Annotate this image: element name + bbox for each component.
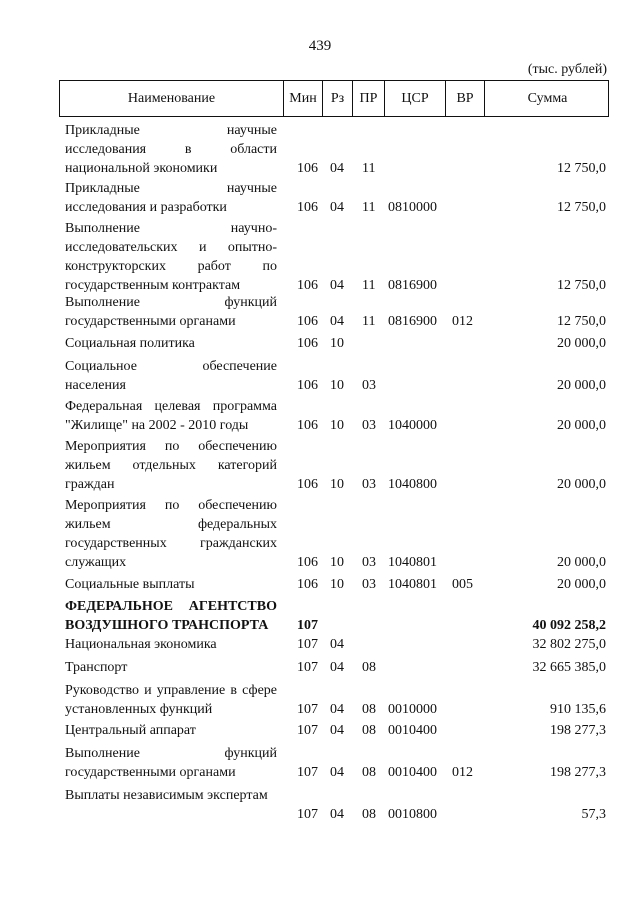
row-name: Выполнение научно-исследовательских и опытно-конструкторских работ по государственным контрактам bbox=[65, 221, 277, 293]
row-csr: 0010400 bbox=[388, 723, 437, 738]
row-rz: 04 bbox=[330, 807, 344, 822]
row-vr: 005 bbox=[452, 577, 473, 592]
row-rz: 10 bbox=[330, 418, 344, 433]
row-rz: 04 bbox=[330, 200, 344, 215]
table-row bbox=[0, 179, 640, 217]
row-pr: 03 bbox=[362, 555, 376, 570]
header-sum: Сумма bbox=[484, 81, 610, 116]
row-name: Прикладные научные исследования в области национальной экономики bbox=[65, 123, 277, 176]
table-row bbox=[0, 334, 640, 353]
row-name: Социальные выплаты bbox=[65, 577, 195, 592]
row-rz: 04 bbox=[330, 723, 344, 738]
row-name: Выполнение функций государственными органами bbox=[65, 746, 277, 780]
row-pr: 11 bbox=[362, 161, 376, 176]
row-pr: 08 bbox=[362, 723, 376, 738]
row-min: 107 bbox=[297, 723, 318, 738]
row-min: 106 bbox=[297, 336, 318, 351]
row-sum: 57,3 bbox=[581, 807, 606, 822]
header-min: Мин bbox=[283, 81, 322, 116]
row-sum: 12 750,0 bbox=[557, 314, 606, 329]
row-sum: 32 665 385,0 bbox=[532, 660, 606, 675]
row-rz: 10 bbox=[330, 336, 344, 351]
table-row bbox=[0, 658, 640, 677]
row-csr: 0010400 bbox=[388, 765, 437, 780]
table-row bbox=[0, 681, 640, 719]
row-rz: 10 bbox=[330, 555, 344, 570]
row-csr: 0010800 bbox=[388, 807, 437, 822]
row-sum: 198 277,3 bbox=[550, 723, 606, 738]
table-row bbox=[0, 437, 640, 494]
row-name: Социальная политика bbox=[65, 336, 195, 351]
row-csr: 1040000 bbox=[388, 418, 437, 433]
row-csr: 1040801 bbox=[388, 555, 437, 570]
row-name: Прикладные научные исследования и разработки bbox=[65, 181, 277, 215]
row-min: 106 bbox=[297, 477, 318, 492]
table-row bbox=[0, 635, 640, 654]
row-name: Транспорт bbox=[65, 660, 128, 675]
page-number: 439 bbox=[308, 38, 332, 54]
row-name: Мероприятия по обеспечению жильем отдельных категорий граждан bbox=[65, 439, 277, 492]
row-pr: 08 bbox=[362, 702, 376, 717]
row-vr: 012 bbox=[452, 314, 473, 329]
row-sum: 20 000,0 bbox=[557, 418, 606, 433]
row-rz: 10 bbox=[330, 477, 344, 492]
row-min: 106 bbox=[297, 577, 318, 592]
row-min: 106 bbox=[297, 161, 318, 176]
row-pr: 08 bbox=[362, 807, 376, 822]
row-csr: 0816900 bbox=[388, 278, 437, 293]
table-row bbox=[0, 721, 640, 740]
row-rz: 04 bbox=[330, 314, 344, 329]
header-pr: ПР bbox=[352, 81, 384, 116]
row-min: 107 bbox=[297, 807, 318, 822]
row-min: 106 bbox=[297, 378, 318, 393]
row-pr: 03 bbox=[362, 477, 376, 492]
row-pr: 11 bbox=[362, 200, 376, 215]
row-pr: 08 bbox=[362, 660, 376, 675]
row-min: 106 bbox=[297, 418, 318, 433]
row-name: Центральный аппарат bbox=[65, 723, 196, 738]
row-pr: 03 bbox=[362, 378, 376, 393]
row-min: 106 bbox=[297, 555, 318, 570]
table-row bbox=[0, 357, 640, 395]
row-sum: 20 000,0 bbox=[557, 378, 606, 393]
row-sum: 32 802 275,0 bbox=[532, 637, 606, 652]
row-pr: 03 bbox=[362, 418, 376, 433]
row-name: ФЕДЕРАЛЬНОЕ АГЕНТСТВО ВОЗДУШНОГО ТРАНСПОРТА bbox=[65, 599, 277, 633]
row-min: 106 bbox=[297, 278, 318, 293]
row-rz: 10 bbox=[330, 378, 344, 393]
row-name: Выполнение функций государственными органами bbox=[65, 295, 277, 329]
table-row bbox=[0, 786, 640, 824]
table-row bbox=[0, 575, 640, 594]
row-sum: 12 750,0 bbox=[557, 200, 606, 215]
header-csr: ЦСР bbox=[384, 81, 445, 116]
table-row bbox=[0, 397, 640, 435]
row-rz: 04 bbox=[330, 765, 344, 780]
row-pr: 11 bbox=[362, 278, 376, 293]
table-row bbox=[0, 219, 640, 295]
row-pr: 03 bbox=[362, 577, 376, 592]
row-sum: 20 000,0 bbox=[557, 577, 606, 592]
row-sum: 20 000,0 bbox=[557, 477, 606, 492]
row-sum: 40 092 258,2 bbox=[532, 618, 606, 633]
row-sum: 910 135,6 bbox=[550, 702, 606, 717]
row-sum: 20 000,0 bbox=[557, 336, 606, 351]
row-csr: 0010000 bbox=[388, 702, 437, 717]
row-rz: 04 bbox=[330, 702, 344, 717]
header-vr: ВР bbox=[445, 81, 484, 116]
row-sum: 198 277,3 bbox=[550, 765, 606, 780]
table-row bbox=[0, 121, 640, 178]
row-rz: 04 bbox=[330, 660, 344, 675]
row-min: 106 bbox=[297, 314, 318, 329]
row-name: Руководство и управление в сфере установленных функций bbox=[65, 683, 277, 717]
row-name: Федеральная целевая программа "Жилище" на 2002 - 2010 годы bbox=[65, 399, 277, 433]
row-rz: 04 bbox=[330, 161, 344, 176]
table-header bbox=[59, 80, 609, 117]
row-sum: 12 750,0 bbox=[557, 278, 606, 293]
header-name: Наименование bbox=[127, 90, 216, 106]
table-row bbox=[0, 293, 640, 331]
table-row bbox=[0, 744, 640, 782]
header-rz: Рз bbox=[322, 81, 352, 116]
row-min: 107 bbox=[297, 618, 318, 633]
row-name: Национальная экономика bbox=[65, 637, 217, 652]
row-rz: 10 bbox=[330, 577, 344, 592]
row-csr: 0816900 bbox=[388, 314, 437, 329]
row-name: Социальное обеспечение населения bbox=[65, 359, 277, 393]
row-pr: 11 bbox=[362, 314, 376, 329]
row-rz: 04 bbox=[330, 278, 344, 293]
unit-note: (тыс. рублей) bbox=[527, 62, 607, 77]
row-csr: 0810000 bbox=[388, 200, 437, 215]
table-row bbox=[0, 496, 640, 572]
row-min: 106 bbox=[297, 200, 318, 215]
row-vr: 012 bbox=[452, 765, 473, 780]
row-rz: 04 bbox=[330, 637, 344, 652]
row-pr: 08 bbox=[362, 765, 376, 780]
row-min: 107 bbox=[297, 765, 318, 780]
row-csr: 1040801 bbox=[388, 577, 437, 592]
row-name: Выплаты независимым экспертам bbox=[65, 788, 268, 803]
table-row bbox=[0, 597, 640, 635]
row-sum: 20 000,0 bbox=[557, 555, 606, 570]
row-min: 107 bbox=[297, 637, 318, 652]
row-csr: 1040800 bbox=[388, 477, 437, 492]
row-min: 107 bbox=[297, 702, 318, 717]
row-min: 107 bbox=[297, 660, 318, 675]
row-name: Мероприятия по обеспечению жильем федеральных государственных гражданских служащих bbox=[65, 498, 277, 570]
row-sum: 12 750,0 bbox=[557, 161, 606, 176]
